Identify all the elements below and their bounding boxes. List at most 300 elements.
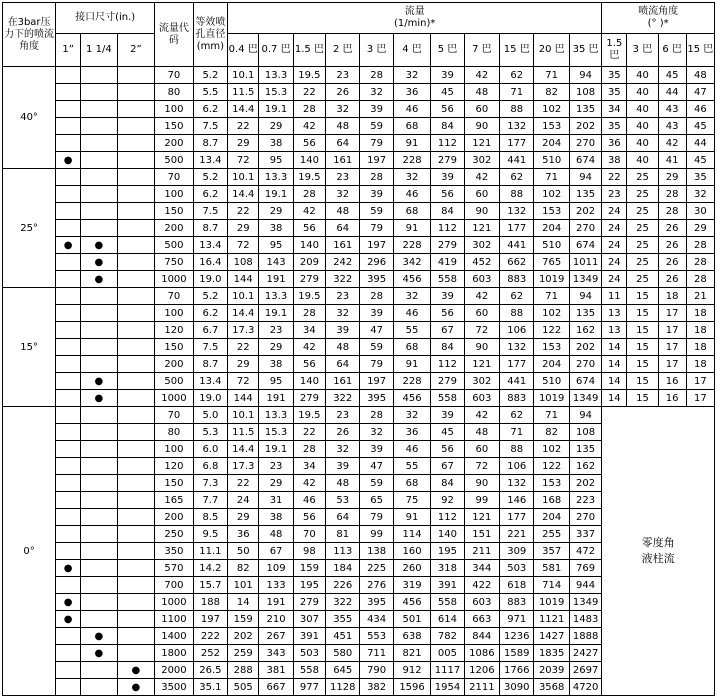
flow-value: 108 [228, 254, 259, 271]
flow-value: 38 [259, 509, 293, 526]
flow-value: 441 [500, 373, 534, 390]
flow-value: 59 [360, 475, 393, 492]
spray-angle-value: 45 [658, 67, 686, 84]
spray-angle-value: 36 [602, 135, 627, 152]
orifice-diameter: 8.5 [193, 509, 227, 526]
connector-cell [56, 475, 81, 492]
connector-cell [81, 679, 117, 696]
flow-value: 55 [393, 458, 431, 475]
flow-value: 67 [259, 543, 293, 560]
flow-value: 55 [393, 322, 431, 339]
flow-value: 395 [360, 390, 393, 407]
flow-value: 95 [259, 373, 293, 390]
flow-value: 153 [534, 339, 569, 356]
flow-value: 28 [360, 288, 393, 305]
flow-value: 28 [293, 441, 325, 458]
connector-mark-dot: ● [81, 645, 117, 662]
flow-code: 1000 [155, 390, 194, 407]
flow-value: 36 [393, 424, 431, 441]
flow-value: 29 [228, 135, 259, 152]
header-pressure: 1.5 巴 [293, 34, 325, 67]
flow-value: 10.1 [228, 67, 259, 84]
spray-angle-value: 28 [686, 254, 714, 271]
flow-value: 140 [293, 152, 325, 169]
connector-cell [81, 322, 117, 339]
flow-value: 451 [326, 628, 360, 645]
spray-angle-value: 17 [658, 339, 686, 356]
spray-angle-value: 24 [602, 237, 627, 254]
orifice-diameter: 35.1 [193, 679, 227, 696]
flow-value: 64 [326, 135, 360, 152]
flow-value: 19.5 [293, 169, 325, 186]
flow-value: 39 [431, 288, 464, 305]
connector-cell [117, 645, 155, 662]
table-row [3, 339, 715, 356]
connector-cell [81, 611, 117, 628]
flow-value: 270 [569, 135, 601, 152]
table-row [3, 390, 715, 407]
flow-value: 56 [293, 356, 325, 373]
header-pressure: 15 巴 [500, 34, 534, 67]
spray-angle-value: 28 [658, 186, 686, 203]
flow-value: 56 [293, 135, 325, 152]
flow-value: 62 [500, 67, 534, 84]
flow-value: 39 [431, 67, 464, 84]
flow-value: 197 [360, 373, 393, 390]
flow-value: 39 [360, 186, 393, 203]
table-row [3, 84, 715, 101]
flow-value: 221 [500, 526, 534, 543]
flow-value: 112 [431, 135, 464, 152]
spray-angle-value: 18 [686, 322, 714, 339]
flow-value: 195 [293, 577, 325, 594]
flow-value: 133 [259, 577, 293, 594]
flow-value: 90 [464, 203, 499, 220]
spray-angle-value: 15 [627, 339, 658, 356]
header-spray-unit: (° )* [647, 18, 669, 29]
flow-value: 31 [259, 492, 293, 509]
flow-code: 1100 [155, 611, 194, 628]
header-pressure: 7 巴 [464, 34, 499, 67]
flow-value: 94 [569, 169, 601, 186]
flow-value: 28 [360, 67, 393, 84]
flow-value: 84 [431, 118, 464, 135]
flow-value: 91 [393, 509, 431, 526]
connector-cell [117, 492, 155, 509]
flow-value: 140 [293, 237, 325, 254]
flow-value: 19.1 [259, 305, 293, 322]
flow-value: 2427 [569, 645, 601, 662]
flow-value: 977 [293, 679, 325, 696]
flow-value: 191 [259, 271, 293, 288]
connector-cell [56, 84, 81, 101]
orifice-diameter: 6.0 [193, 441, 227, 458]
orifice-diameter: 7.7 [193, 492, 227, 509]
orifice-diameter: 19.0 [193, 271, 227, 288]
flow-value: 1349 [569, 594, 601, 611]
spray-angle-value: 30 [686, 203, 714, 220]
flow-value: 48 [464, 84, 499, 101]
flow-value: 102 [534, 101, 569, 118]
connector-cell [81, 135, 117, 152]
table-row [3, 305, 715, 322]
flow-value: 11.5 [228, 84, 259, 101]
connector-cell [56, 322, 81, 339]
flow-value: 159 [293, 560, 325, 577]
connector-cell [117, 288, 155, 305]
flow-code: 700 [155, 577, 194, 594]
connector-cell [56, 458, 81, 475]
flow-value: 28 [293, 186, 325, 203]
flow-value: 151 [464, 526, 499, 543]
flow-value: 202 [569, 203, 601, 220]
connector-mark-dot: ● [81, 254, 117, 271]
flow-value: 56 [293, 220, 325, 237]
flow-value: 382 [360, 679, 393, 696]
spray-angle-value: 35 [602, 84, 627, 101]
flow-code: 1800 [155, 645, 194, 662]
flow-value: 441 [500, 152, 534, 169]
flow-value: 322 [326, 594, 360, 611]
flow-value: 202 [228, 628, 259, 645]
orifice-diameter: 5.5 [193, 84, 227, 101]
spray-angle-value: 48 [686, 67, 714, 84]
flow-value: 267 [259, 628, 293, 645]
flow-value: 357 [534, 543, 569, 560]
flow-value: 153 [534, 118, 569, 135]
spray-angle-value: 21 [686, 288, 714, 305]
flow-value: 88 [500, 441, 534, 458]
flow-value: 276 [360, 577, 393, 594]
flow-value: 75 [393, 492, 431, 509]
flow-value: 62 [500, 407, 534, 424]
flow-value: 72 [464, 458, 499, 475]
flow-value: 99 [464, 492, 499, 509]
header-pressure: 0.4 巴 [228, 34, 259, 67]
flow-value: 56 [431, 441, 464, 458]
flow-value: 28 [360, 169, 393, 186]
flow-value: 95 [259, 152, 293, 169]
flow-value: 68 [393, 203, 431, 220]
flow-value: 11.5 [228, 424, 259, 441]
spray-angle-value: 14 [602, 390, 627, 407]
zero-angle-note: 零度角 液柱流 [602, 407, 715, 696]
spray-angle-value: 15 [627, 305, 658, 322]
flow-value: 177 [500, 356, 534, 373]
spray-angle-value: 15 [627, 288, 658, 305]
spray-angle-value: 41 [658, 152, 686, 169]
flow-value: 109 [259, 560, 293, 577]
connector-cell [81, 543, 117, 560]
flow-value: 64 [326, 356, 360, 373]
header-spray-pressure: 6 巴 [658, 34, 686, 67]
flow-value: 121 [464, 135, 499, 152]
spray-angle-group-label: 40° [3, 67, 56, 169]
flow-value: 342 [393, 254, 431, 271]
connector-cell [56, 577, 81, 594]
orifice-diameter: 7.3 [193, 475, 227, 492]
flow-value: 209 [293, 254, 325, 271]
flow-value: 381 [259, 662, 293, 679]
spray-angle-value: 45 [686, 152, 714, 169]
flow-value: 67 [431, 458, 464, 475]
spray-angle-value: 32 [686, 186, 714, 203]
flow-value: 603 [464, 390, 499, 407]
flow-value: 32 [360, 84, 393, 101]
connector-cell [56, 424, 81, 441]
spray-angle-value: 16 [658, 390, 686, 407]
orifice-diameter: 7.5 [193, 118, 227, 135]
flow-value: 270 [569, 509, 601, 526]
table-row [3, 373, 715, 390]
connector-cell [117, 594, 155, 611]
table-row [3, 169, 715, 186]
flow-value: 195 [431, 543, 464, 560]
flow-value: 1236 [500, 628, 534, 645]
connector-cell [117, 543, 155, 560]
orifice-diameter: 6.8 [193, 458, 227, 475]
spray-angle-value: 40 [627, 118, 658, 135]
table-row [3, 67, 715, 84]
spray-angle-value: 13 [602, 322, 627, 339]
flow-value: 56 [431, 186, 464, 203]
connector-cell [81, 288, 117, 305]
flow-value: 14.4 [228, 186, 259, 203]
flow-value: 17.3 [228, 458, 259, 475]
flow-value: 60 [464, 186, 499, 203]
orifice-diameter: 7.5 [193, 339, 227, 356]
flow-value: 204 [534, 356, 569, 373]
orifice-diameter: 6.2 [193, 186, 227, 203]
connector-cell [117, 441, 155, 458]
spray-angle-value: 13 [602, 305, 627, 322]
flow-value: 1483 [569, 611, 601, 628]
flow-value: 122 [534, 458, 569, 475]
connector-cell [81, 526, 117, 543]
flow-code: 70 [155, 169, 194, 186]
flow-value: 22 [293, 84, 325, 101]
flow-value: 204 [534, 509, 569, 526]
connector-cell [117, 237, 155, 254]
flow-value: 91 [393, 356, 431, 373]
connector-cell [81, 458, 117, 475]
flow-value: 32 [360, 424, 393, 441]
connector-cell [56, 662, 81, 679]
connector-cell [117, 577, 155, 594]
flow-value: 132 [500, 118, 534, 135]
flow-value: 102 [534, 186, 569, 203]
flow-value: 2697 [569, 662, 601, 679]
flow-code: 750 [155, 254, 194, 271]
flow-value: 29 [259, 118, 293, 135]
flow-value: 638 [393, 628, 431, 645]
spray-angle-value: 40 [627, 67, 658, 84]
flow-value: 72 [228, 373, 259, 390]
spray-angle-value: 15 [627, 390, 658, 407]
connector-cell [56, 407, 81, 424]
spray-angle-value: 43 [658, 118, 686, 135]
flow-value: 34 [293, 322, 325, 339]
connector-cell [56, 492, 81, 509]
flow-value: 1835 [534, 645, 569, 662]
flow-value: 1954 [431, 679, 464, 696]
flow-value: 14.4 [228, 441, 259, 458]
flow-value: 38 [259, 220, 293, 237]
flow-value: 32 [326, 441, 360, 458]
spray-angle-value: 22 [602, 169, 627, 186]
flow-code: 1400 [155, 628, 194, 645]
flow-value: 50 [228, 543, 259, 560]
flow-value: 3090 [500, 679, 534, 696]
flow-value: 36 [228, 526, 259, 543]
flow-value: 159 [228, 611, 259, 628]
connector-cell [117, 458, 155, 475]
connector-cell [81, 424, 117, 441]
orifice-diameter: 5.2 [193, 67, 227, 84]
flow-value: 71 [500, 424, 534, 441]
connector-cell [81, 594, 117, 611]
flow-code: 80 [155, 424, 194, 441]
flow-value: 19.5 [293, 67, 325, 84]
flow-value: 84 [431, 203, 464, 220]
flow-value: 309 [500, 543, 534, 560]
flow-value: 62 [500, 288, 534, 305]
flow-value: 197 [360, 152, 393, 169]
connector-cell [56, 169, 81, 186]
flow-value: 23 [326, 67, 360, 84]
flow-value: 23 [259, 322, 293, 339]
spray-angle-value: 43 [658, 101, 686, 118]
flow-value: 121 [464, 220, 499, 237]
flow-code: 120 [155, 458, 194, 475]
table-row [3, 203, 715, 220]
spray-angle-value: 18 [686, 356, 714, 373]
flow-code: 80 [155, 84, 194, 101]
connector-cell [56, 101, 81, 118]
orifice-diameter: 8.7 [193, 356, 227, 373]
flow-code: 150 [155, 118, 194, 135]
flow-value: 279 [431, 373, 464, 390]
connector-cell [56, 135, 81, 152]
connector-cell [56, 203, 81, 220]
flow-value: 260 [393, 560, 431, 577]
connector-cell [117, 101, 155, 118]
flow-value: 501 [393, 611, 431, 628]
flow-value: 42 [464, 288, 499, 305]
spray-angle-value: 17 [686, 390, 714, 407]
spray-angle-value: 28 [658, 203, 686, 220]
connector-mark-dot: ● [117, 679, 155, 696]
table-body [3, 67, 715, 696]
connector-cell [56, 254, 81, 271]
spray-angle-value: 18 [686, 305, 714, 322]
flow-value: 2111 [464, 679, 499, 696]
flow-value: 135 [569, 186, 601, 203]
flow-value: 32 [393, 288, 431, 305]
flow-value: 505 [228, 679, 259, 696]
flow-value: 255 [534, 526, 569, 543]
spray-angle-value: 28 [686, 237, 714, 254]
spray-angle-value: 15 [627, 322, 658, 339]
connector-mark-dot: ● [56, 152, 81, 169]
header-pressure: 0.7 巴 [259, 34, 293, 67]
flow-value: 2039 [534, 662, 569, 679]
flow-value: 1427 [534, 628, 569, 645]
connector-cell [117, 373, 155, 390]
flow-value: 39 [431, 169, 464, 186]
flow-value: 48 [326, 118, 360, 135]
flow-value: 13.3 [259, 288, 293, 305]
connector-cell [56, 390, 81, 407]
flow-value: 113 [326, 543, 360, 560]
spray-angle-group-label: 25° [3, 169, 56, 288]
spray-angle-value: 26 [658, 271, 686, 288]
connector-cell [117, 203, 155, 220]
flow-value: 48 [326, 339, 360, 356]
flow-value: 82 [534, 84, 569, 101]
spray-angle-value: 23 [602, 186, 627, 203]
spray-angle-value: 29 [686, 220, 714, 237]
connector-cell [81, 101, 117, 118]
flow-value: 23 [326, 288, 360, 305]
flow-value: 228 [393, 373, 431, 390]
spray-angle-value: 25 [627, 186, 658, 203]
flow-code: 350 [155, 543, 194, 560]
nozzle-spec-table [2, 2, 715, 696]
flow-value: 456 [393, 271, 431, 288]
table-row [3, 152, 715, 169]
flow-value: 191 [259, 594, 293, 611]
flow-value: 108 [569, 424, 601, 441]
connector-cell [81, 577, 117, 594]
spray-angle-value: 44 [658, 84, 686, 101]
orifice-diameter: 5.3 [193, 424, 227, 441]
flow-value: 132 [500, 339, 534, 356]
flow-value: 71 [534, 407, 569, 424]
flow-code: 1000 [155, 271, 194, 288]
flow-value: 42 [464, 67, 499, 84]
flow-value: 144 [228, 390, 259, 407]
connector-cell [81, 169, 117, 186]
flow-value: 32 [326, 186, 360, 203]
spray-angle-value: 14 [602, 373, 627, 390]
flow-value: 28 [293, 101, 325, 118]
connector-cell [81, 662, 117, 679]
spray-angle-value: 14 [602, 339, 627, 356]
flow-value: 92 [431, 492, 464, 509]
flow-value: 56 [431, 101, 464, 118]
flow-value: 177 [500, 220, 534, 237]
flow-value: 29 [228, 220, 259, 237]
flow-value: 64 [326, 509, 360, 526]
flow-value: 28 [360, 407, 393, 424]
orifice-diameter: 252 [193, 645, 227, 662]
spray-angle-value: 42 [658, 135, 686, 152]
header-pressure: 5 巴 [431, 34, 464, 67]
connector-mark-dot: ● [56, 560, 81, 577]
flow-value: 39 [326, 458, 360, 475]
flow-code: 500 [155, 152, 194, 169]
flow-value: 102 [534, 305, 569, 322]
flow-value: 38 [259, 135, 293, 152]
flow-value: 279 [293, 594, 325, 611]
flow-value: 34 [293, 458, 325, 475]
flow-code: 150 [155, 475, 194, 492]
connector-cell [81, 509, 117, 526]
flow-value: 456 [393, 390, 431, 407]
flow-value: 005 [431, 645, 464, 662]
flow-value: 944 [569, 577, 601, 594]
